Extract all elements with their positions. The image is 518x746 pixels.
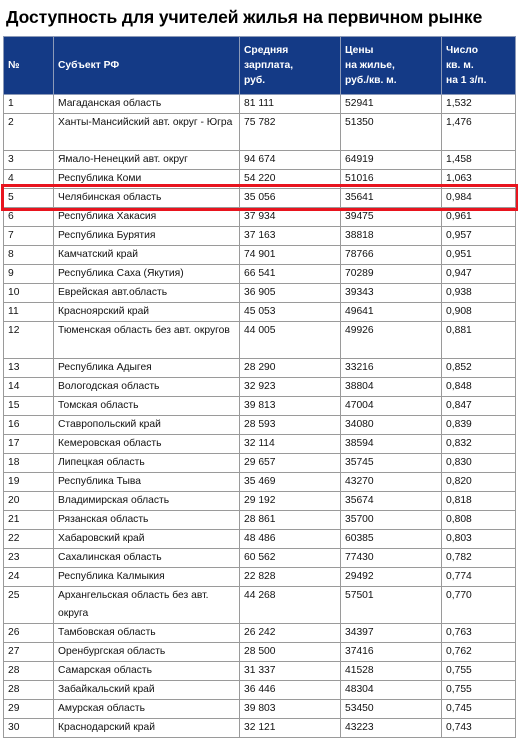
cell-sqm: 0,839	[442, 416, 516, 435]
cell-salary: 28 861	[240, 511, 341, 530]
cell-number: 29	[4, 700, 54, 719]
cell-salary: 39 803	[240, 700, 341, 719]
cell-region: Тюменская область без авт. округов	[54, 322, 240, 359]
table-row	[4, 246, 516, 265]
table-row	[4, 303, 516, 322]
cell-number: 15	[4, 397, 54, 416]
cell-region: Владимирская область	[54, 492, 240, 511]
cell-number: 18	[4, 454, 54, 473]
cell-number: 13	[4, 359, 54, 378]
cell-region: Кемеровская область	[54, 435, 240, 454]
cell-region: Ставропольский край	[54, 416, 240, 435]
column-header-sqm	[442, 37, 516, 95]
header-row	[4, 37, 516, 95]
table-row	[4, 397, 516, 416]
table-row	[4, 151, 516, 170]
header-line: Число	[446, 45, 478, 56]
column-header-salary	[240, 37, 341, 95]
cell-sqm: 0,830	[442, 454, 516, 473]
cell-region: Республика Адыгея	[54, 359, 240, 378]
cell-sqm: 0,957	[442, 227, 516, 246]
cell-region: Вологодская область	[54, 378, 240, 397]
header-line: на жилье,	[345, 60, 395, 71]
cell-region: Еврейская авт.область	[54, 284, 240, 303]
cell-sqm: 0,755	[442, 662, 516, 681]
table-row	[4, 530, 516, 549]
cell-salary: 48 486	[240, 530, 341, 549]
cell-region: Камчатский край	[54, 246, 240, 265]
cell-number: 21	[4, 511, 54, 530]
cell-price: 35745	[341, 454, 442, 473]
cell-number: 16	[4, 416, 54, 435]
header-line: руб./кв. м.	[345, 75, 397, 86]
cell-region: Хабаровский край	[54, 530, 240, 549]
cell-region: Амурская область	[54, 700, 240, 719]
cell-region: Тамбовская область	[54, 624, 240, 643]
cell-number: 14	[4, 378, 54, 397]
cell-salary: 37 934	[240, 208, 341, 227]
table-row	[4, 719, 516, 738]
cell-sqm: 1,063	[442, 170, 516, 189]
cell-price: 70289	[341, 265, 442, 284]
cell-number: 12	[4, 322, 54, 359]
table-row	[4, 700, 516, 719]
cell-sqm: 0,745	[442, 700, 516, 719]
cell-sqm: 0,848	[442, 378, 516, 397]
cell-region: Липецкая область	[54, 454, 240, 473]
table-row	[4, 624, 516, 643]
cell-salary: 32 121	[240, 719, 341, 738]
cell-price: 37416	[341, 643, 442, 662]
cell-region: Томская область	[54, 397, 240, 416]
cell-sqm: 0,951	[442, 246, 516, 265]
cell-sqm: 0,820	[442, 473, 516, 492]
table-row	[4, 492, 516, 511]
cell-salary: 32 114	[240, 435, 341, 454]
cell-sqm: 0,762	[442, 643, 516, 662]
cell-region: Красноярский край	[54, 303, 240, 322]
table-row	[4, 208, 516, 227]
cell-region: Краснодарский край	[54, 719, 240, 738]
cell-sqm: 0,770	[442, 587, 516, 624]
cell-region: Республика Калмыкия	[54, 568, 240, 587]
cell-sqm: 0,803	[442, 530, 516, 549]
cell-number: 11	[4, 303, 54, 322]
cell-price: 77430	[341, 549, 442, 568]
cell-salary: 74 901	[240, 246, 341, 265]
cell-number: 5	[4, 189, 54, 208]
header-line: зарплата,	[244, 60, 294, 71]
cell-sqm: 1,532	[442, 95, 516, 114]
cell-salary: 32 923	[240, 378, 341, 397]
cell-salary: 28 593	[240, 416, 341, 435]
cell-number: 25	[4, 587, 54, 624]
cell-region: Ханты-Мансийский авт. округ - Югра	[54, 114, 240, 151]
cell-region: Республика Саха (Якутия)	[54, 265, 240, 284]
cell-sqm: 0,755	[442, 681, 516, 700]
cell-salary: 29 192	[240, 492, 341, 511]
cell-salary: 45 053	[240, 303, 341, 322]
table-row	[4, 227, 516, 246]
table-row	[4, 643, 516, 662]
cell-salary: 94 674	[240, 151, 341, 170]
column-header-number	[4, 37, 54, 95]
header-line: кв. м.	[446, 60, 474, 71]
cell-price: 35674	[341, 492, 442, 511]
cell-sqm: 0,818	[442, 492, 516, 511]
cell-price: 51016	[341, 170, 442, 189]
cell-price: 64919	[341, 151, 442, 170]
cell-number: 28	[4, 681, 54, 700]
cell-salary: 35 056	[240, 189, 341, 208]
cell-number: 8	[4, 246, 54, 265]
cell-price: 41528	[341, 662, 442, 681]
cell-number: 19	[4, 473, 54, 492]
header-line: №	[8, 60, 20, 71]
cell-price: 34397	[341, 624, 442, 643]
cell-salary: 75 782	[240, 114, 341, 151]
cell-salary: 22 828	[240, 568, 341, 587]
cell-salary: 28 500	[240, 643, 341, 662]
table-row	[4, 114, 516, 151]
cell-number: 7	[4, 227, 54, 246]
cell-sqm: 1,476	[442, 114, 516, 151]
cell-price: 35641	[341, 189, 442, 208]
cell-salary: 36 446	[240, 681, 341, 700]
cell-number: 1	[4, 95, 54, 114]
cell-salary: 29 657	[240, 454, 341, 473]
table-row	[4, 284, 516, 303]
table-row	[4, 416, 516, 435]
cell-region: Архангельская область без авт. округа	[54, 587, 240, 624]
cell-region: Забайкальский край	[54, 681, 240, 700]
cell-region: Рязанская область	[54, 511, 240, 530]
table-row	[4, 359, 516, 378]
cell-price: 78766	[341, 246, 442, 265]
cell-salary: 37 163	[240, 227, 341, 246]
cell-salary: 35 469	[240, 473, 341, 492]
cell-number: 6	[4, 208, 54, 227]
cell-salary: 44 005	[240, 322, 341, 359]
cell-sqm: 0,908	[442, 303, 516, 322]
cell-salary: 66 541	[240, 265, 341, 284]
cell-price: 39343	[341, 284, 442, 303]
cell-price: 39475	[341, 208, 442, 227]
cell-region: Республика Хакасия	[54, 208, 240, 227]
cell-number: 3	[4, 151, 54, 170]
cell-sqm: 1,458	[442, 151, 516, 170]
table-row	[4, 265, 516, 284]
cell-region: Сахалинская область	[54, 549, 240, 568]
cell-salary: 54 220	[240, 170, 341, 189]
cell-price: 51350	[341, 114, 442, 151]
table-row	[4, 435, 516, 454]
header-line: Средняя	[244, 45, 289, 56]
page-title: Доступность для учителей жилья на первичном рынке	[6, 7, 483, 27]
cell-number: 2	[4, 114, 54, 151]
cell-number: 20	[4, 492, 54, 511]
cell-price: 57501	[341, 587, 442, 624]
cell-region: Республика Бурятия	[54, 227, 240, 246]
cell-salary: 28 290	[240, 359, 341, 378]
cell-price: 43270	[341, 473, 442, 492]
table-row	[4, 170, 516, 189]
cell-number: 17	[4, 435, 54, 454]
cell-price: 52941	[341, 95, 442, 114]
cell-sqm: 0,782	[442, 549, 516, 568]
cell-price: 38594	[341, 435, 442, 454]
cell-sqm: 0,947	[442, 265, 516, 284]
cell-region: Оренбургская область	[54, 643, 240, 662]
cell-price: 49926	[341, 322, 442, 359]
table-row	[4, 511, 516, 530]
cell-sqm: 0,808	[442, 511, 516, 530]
table-row	[4, 587, 516, 624]
cell-price: 38818	[341, 227, 442, 246]
cell-number: 10	[4, 284, 54, 303]
teacher-housing-table	[3, 36, 516, 738]
table-row	[4, 549, 516, 568]
table-row	[4, 378, 516, 397]
cell-sqm: 0,763	[442, 624, 516, 643]
cell-price: 60385	[341, 530, 442, 549]
cell-sqm: 0,847	[442, 397, 516, 416]
cell-price: 29492	[341, 568, 442, 587]
cell-sqm: 0,743	[442, 719, 516, 738]
table-row	[4, 189, 516, 208]
cell-region: Самарская область	[54, 662, 240, 681]
header-line: Цены	[345, 45, 374, 56]
cell-number: 22	[4, 530, 54, 549]
table-header	[4, 37, 516, 95]
cell-region: Челябинская область	[54, 189, 240, 208]
cell-number: 28	[4, 662, 54, 681]
table-row	[4, 473, 516, 492]
cell-salary: 81 111	[240, 95, 341, 114]
table-row	[4, 568, 516, 587]
table-row	[4, 681, 516, 700]
table-row	[4, 454, 516, 473]
cell-price: 38804	[341, 378, 442, 397]
cell-region: Республика Тыва	[54, 473, 240, 492]
cell-sqm: 0,881	[442, 322, 516, 359]
cell-sqm: 0,774	[442, 568, 516, 587]
cell-region: Магаданская область	[54, 95, 240, 114]
cell-region: Ямало-Ненецкий авт. округ	[54, 151, 240, 170]
cell-number: 27	[4, 643, 54, 662]
cell-salary: 60 562	[240, 549, 341, 568]
cell-price: 49641	[341, 303, 442, 322]
cell-region: Республика Коми	[54, 170, 240, 189]
cell-sqm: 0,938	[442, 284, 516, 303]
cell-price: 33216	[341, 359, 442, 378]
cell-price: 47004	[341, 397, 442, 416]
cell-sqm: 0,832	[442, 435, 516, 454]
cell-salary: 44 268	[240, 587, 341, 624]
table-row	[4, 95, 516, 114]
header-line: на 1 з/п.	[446, 75, 487, 86]
cell-price: 34080	[341, 416, 442, 435]
cell-price: 35700	[341, 511, 442, 530]
table-row	[4, 662, 516, 681]
cell-sqm: 0,961	[442, 208, 516, 227]
cell-number: 30	[4, 719, 54, 738]
cell-salary: 26 242	[240, 624, 341, 643]
cell-price: 53450	[341, 700, 442, 719]
cell-price: 48304	[341, 681, 442, 700]
cell-number: 24	[4, 568, 54, 587]
cell-sqm: 0,984	[442, 189, 516, 208]
cell-salary: 31 337	[240, 662, 341, 681]
cell-number: 26	[4, 624, 54, 643]
cell-number: 9	[4, 265, 54, 284]
header-line: руб.	[244, 75, 266, 86]
cell-sqm: 0,852	[442, 359, 516, 378]
cell-salary: 36 905	[240, 284, 341, 303]
table-body	[4, 95, 516, 738]
cell-price: 43223	[341, 719, 442, 738]
cell-salary: 39 813	[240, 397, 341, 416]
table-row	[4, 322, 516, 359]
column-header-region	[54, 37, 240, 95]
header-line: Субъект РФ	[58, 60, 120, 71]
cell-number: 23	[4, 549, 54, 568]
column-header-price	[341, 37, 442, 95]
cell-number: 4	[4, 170, 54, 189]
